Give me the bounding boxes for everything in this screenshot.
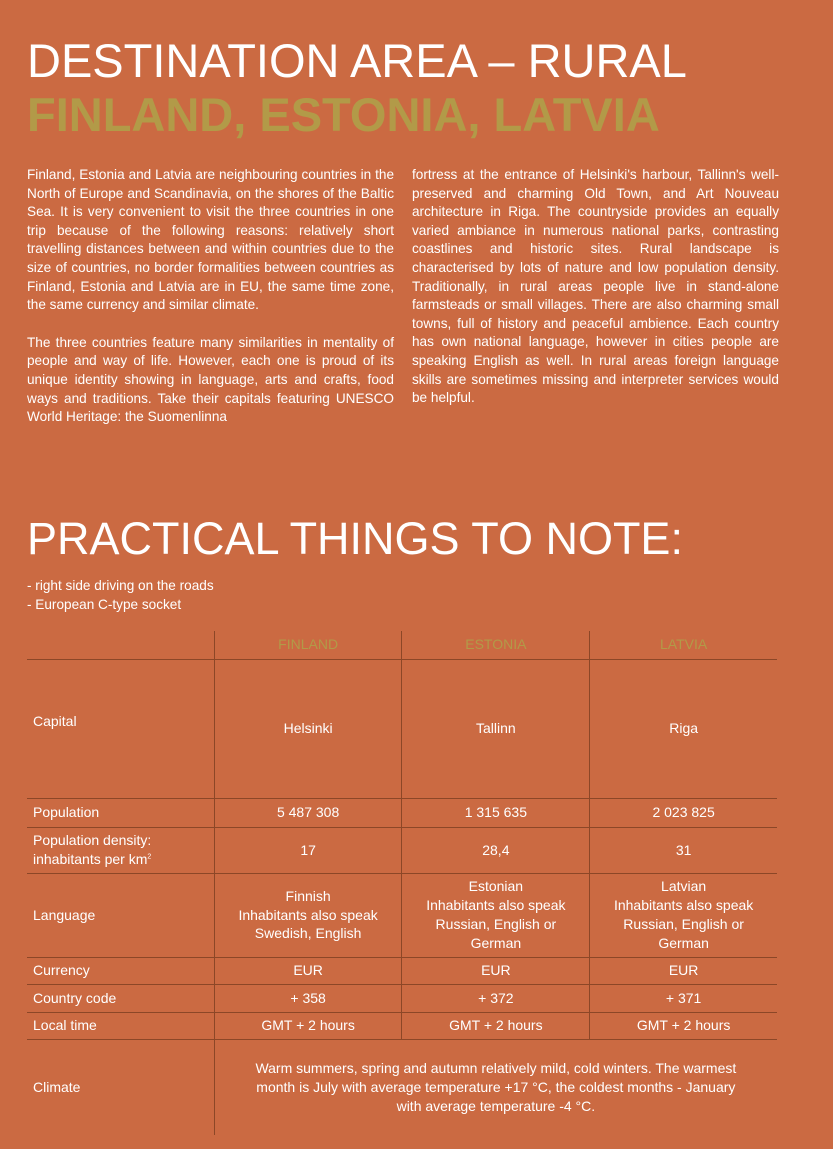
cell-climate — [214, 1039, 777, 1135]
intro-column-left — [27, 166, 394, 446]
page-subtitle: FINLAND, ESTONIA, LATVIA — [27, 88, 660, 141]
cell-latvia: GMT + 2 hours — [590, 1012, 777, 1039]
header-latvia: LATVIA — [590, 631, 777, 659]
header-estonia: ESTONIA — [402, 631, 590, 659]
row-label: Currency — [27, 957, 214, 984]
cell-line: Russian, English or — [435, 916, 557, 932]
cell-estonia — [402, 873, 590, 957]
cell-line: Inhabitants also speak — [238, 906, 378, 923]
cell-finland: GMT + 2 hours — [214, 1012, 402, 1039]
cell-finland: 5 487 308 — [214, 798, 402, 827]
notes-list — [27, 577, 214, 614]
table-row-climate — [27, 1039, 777, 1135]
table-row-population — [27, 798, 777, 827]
note-item: - European C-type socket — [27, 596, 182, 612]
intro-columns — [27, 166, 779, 446]
cell-finland: 17 — [214, 827, 402, 873]
cell-line: Warm summers, spring and autumn relatively mild, cold winters. The warmest — [255, 1060, 737, 1077]
row-label: Population — [27, 798, 214, 827]
table-row-density — [27, 827, 777, 873]
table-header-row — [27, 631, 777, 659]
country-comparison-table — [27, 631, 777, 1135]
row-label-text: inhabitants per km — [33, 851, 148, 867]
row-label: Country code — [27, 984, 214, 1012]
row-label: Capital — [27, 659, 214, 798]
intro-column-right — [412, 166, 779, 446]
section-title: PRACTICAL THINGS TO NOTE: — [27, 513, 683, 564]
row-label-line — [33, 850, 210, 869]
cell-latvia: 31 — [590, 827, 777, 873]
cell-line: with average temperature -4 °C. — [396, 1097, 596, 1114]
row-label: Language — [27, 873, 214, 957]
cell-line: German — [470, 934, 522, 951]
cell-latvia: 2 023 825 — [590, 798, 777, 827]
cell-finland: + 358 — [214, 984, 402, 1012]
table-row-local-time — [27, 1012, 777, 1039]
cell-finland: EUR — [214, 957, 402, 984]
cell-latvia: Riga — [590, 659, 777, 798]
cell-latvia: + 371 — [590, 984, 777, 1012]
cell-estonia: Tallinn — [402, 659, 590, 798]
cell-line: Finnish — [285, 887, 331, 904]
cell-estonia: 28,4 — [402, 827, 590, 873]
intro-paragraph: Finland, Estonia and Latvia are neighbouring countries in the North of Europe and Scandinavia, on the shores of the Baltic Sea. It is very convenient to visit the three countries in one trip because of the following reasons: relatively short travelling distances between and within countries due to the size of countries, no border formalities between countries as Finland, Estonia and Latvia are in EU, the same time zone, the same currency and similar climate. — [27, 167, 394, 313]
cell-line: month is July with average temperature +17 °C, the coldest months - January — [256, 1078, 736, 1095]
cell-line: Estonian — [468, 878, 524, 895]
cell-line: Russian, English or — [623, 916, 744, 932]
table-row-currency — [27, 957, 777, 984]
cell-latvia — [590, 873, 777, 957]
cell-line: German — [658, 934, 709, 951]
cell-finland — [214, 873, 402, 957]
table-row-capital — [27, 659, 777, 798]
cell-line: Inhabitants also speak — [426, 897, 566, 914]
table-row-country-code — [27, 984, 777, 1012]
cell-estonia: GMT + 2 hours — [402, 1012, 590, 1039]
cell-estonia: EUR — [402, 957, 590, 984]
table-row-language — [27, 873, 777, 957]
row-label: Local time — [27, 1012, 214, 1039]
row-label: Climate — [33, 1078, 81, 1095]
note-item: - right side driving on the roads — [27, 578, 214, 593]
row-label — [27, 827, 214, 873]
table-header-empty — [27, 631, 214, 659]
intro-paragraph: fortress at the entrance of Helsinki's harbour, Tallinn's well-preserved and charming Old Town, and Art Nouveau architecture in Riga. The countryside provides an equally varied ambiance in numerous national parks, contrasting coastlines and historic sites. Rural landscape is characterised by lots of nature and low population density. Traditionally, in rural areas people live in stand-alone farmsteads or small villages. There are also charming small towns, full of history and peaceful ambience. Each country has own national language, however in cities people are speaking English as well. In rural areas foreign language skills are sometimes missing and interpreter services would be helpful. — [412, 167, 779, 406]
page-title: DESTINATION AREA – RURAL — [27, 34, 687, 87]
cell-estonia: 1 315 635 — [402, 798, 590, 827]
cell-finland: Helsinki — [214, 659, 402, 798]
cell-line: Swedish, English — [254, 925, 362, 942]
intro-paragraph: The three countries feature many similarities in mentality of people and way of life. However, each one is proud of its unique identity showing in language, arts and crafts, food ways and traditions. Take their capitals featuring UNESCO World Heritage: the Suomenlinna — [27, 334, 394, 425]
cell-latvia: EUR — [590, 957, 777, 984]
header-finland: FINLAND — [214, 631, 402, 659]
cell-line: Latvian — [661, 878, 707, 895]
cell-estonia: + 372 — [402, 984, 590, 1012]
row-label-line: Population density: — [33, 832, 152, 849]
superscript: 2 — [147, 853, 152, 861]
cell-line: Inhabitants also speak — [613, 897, 754, 914]
